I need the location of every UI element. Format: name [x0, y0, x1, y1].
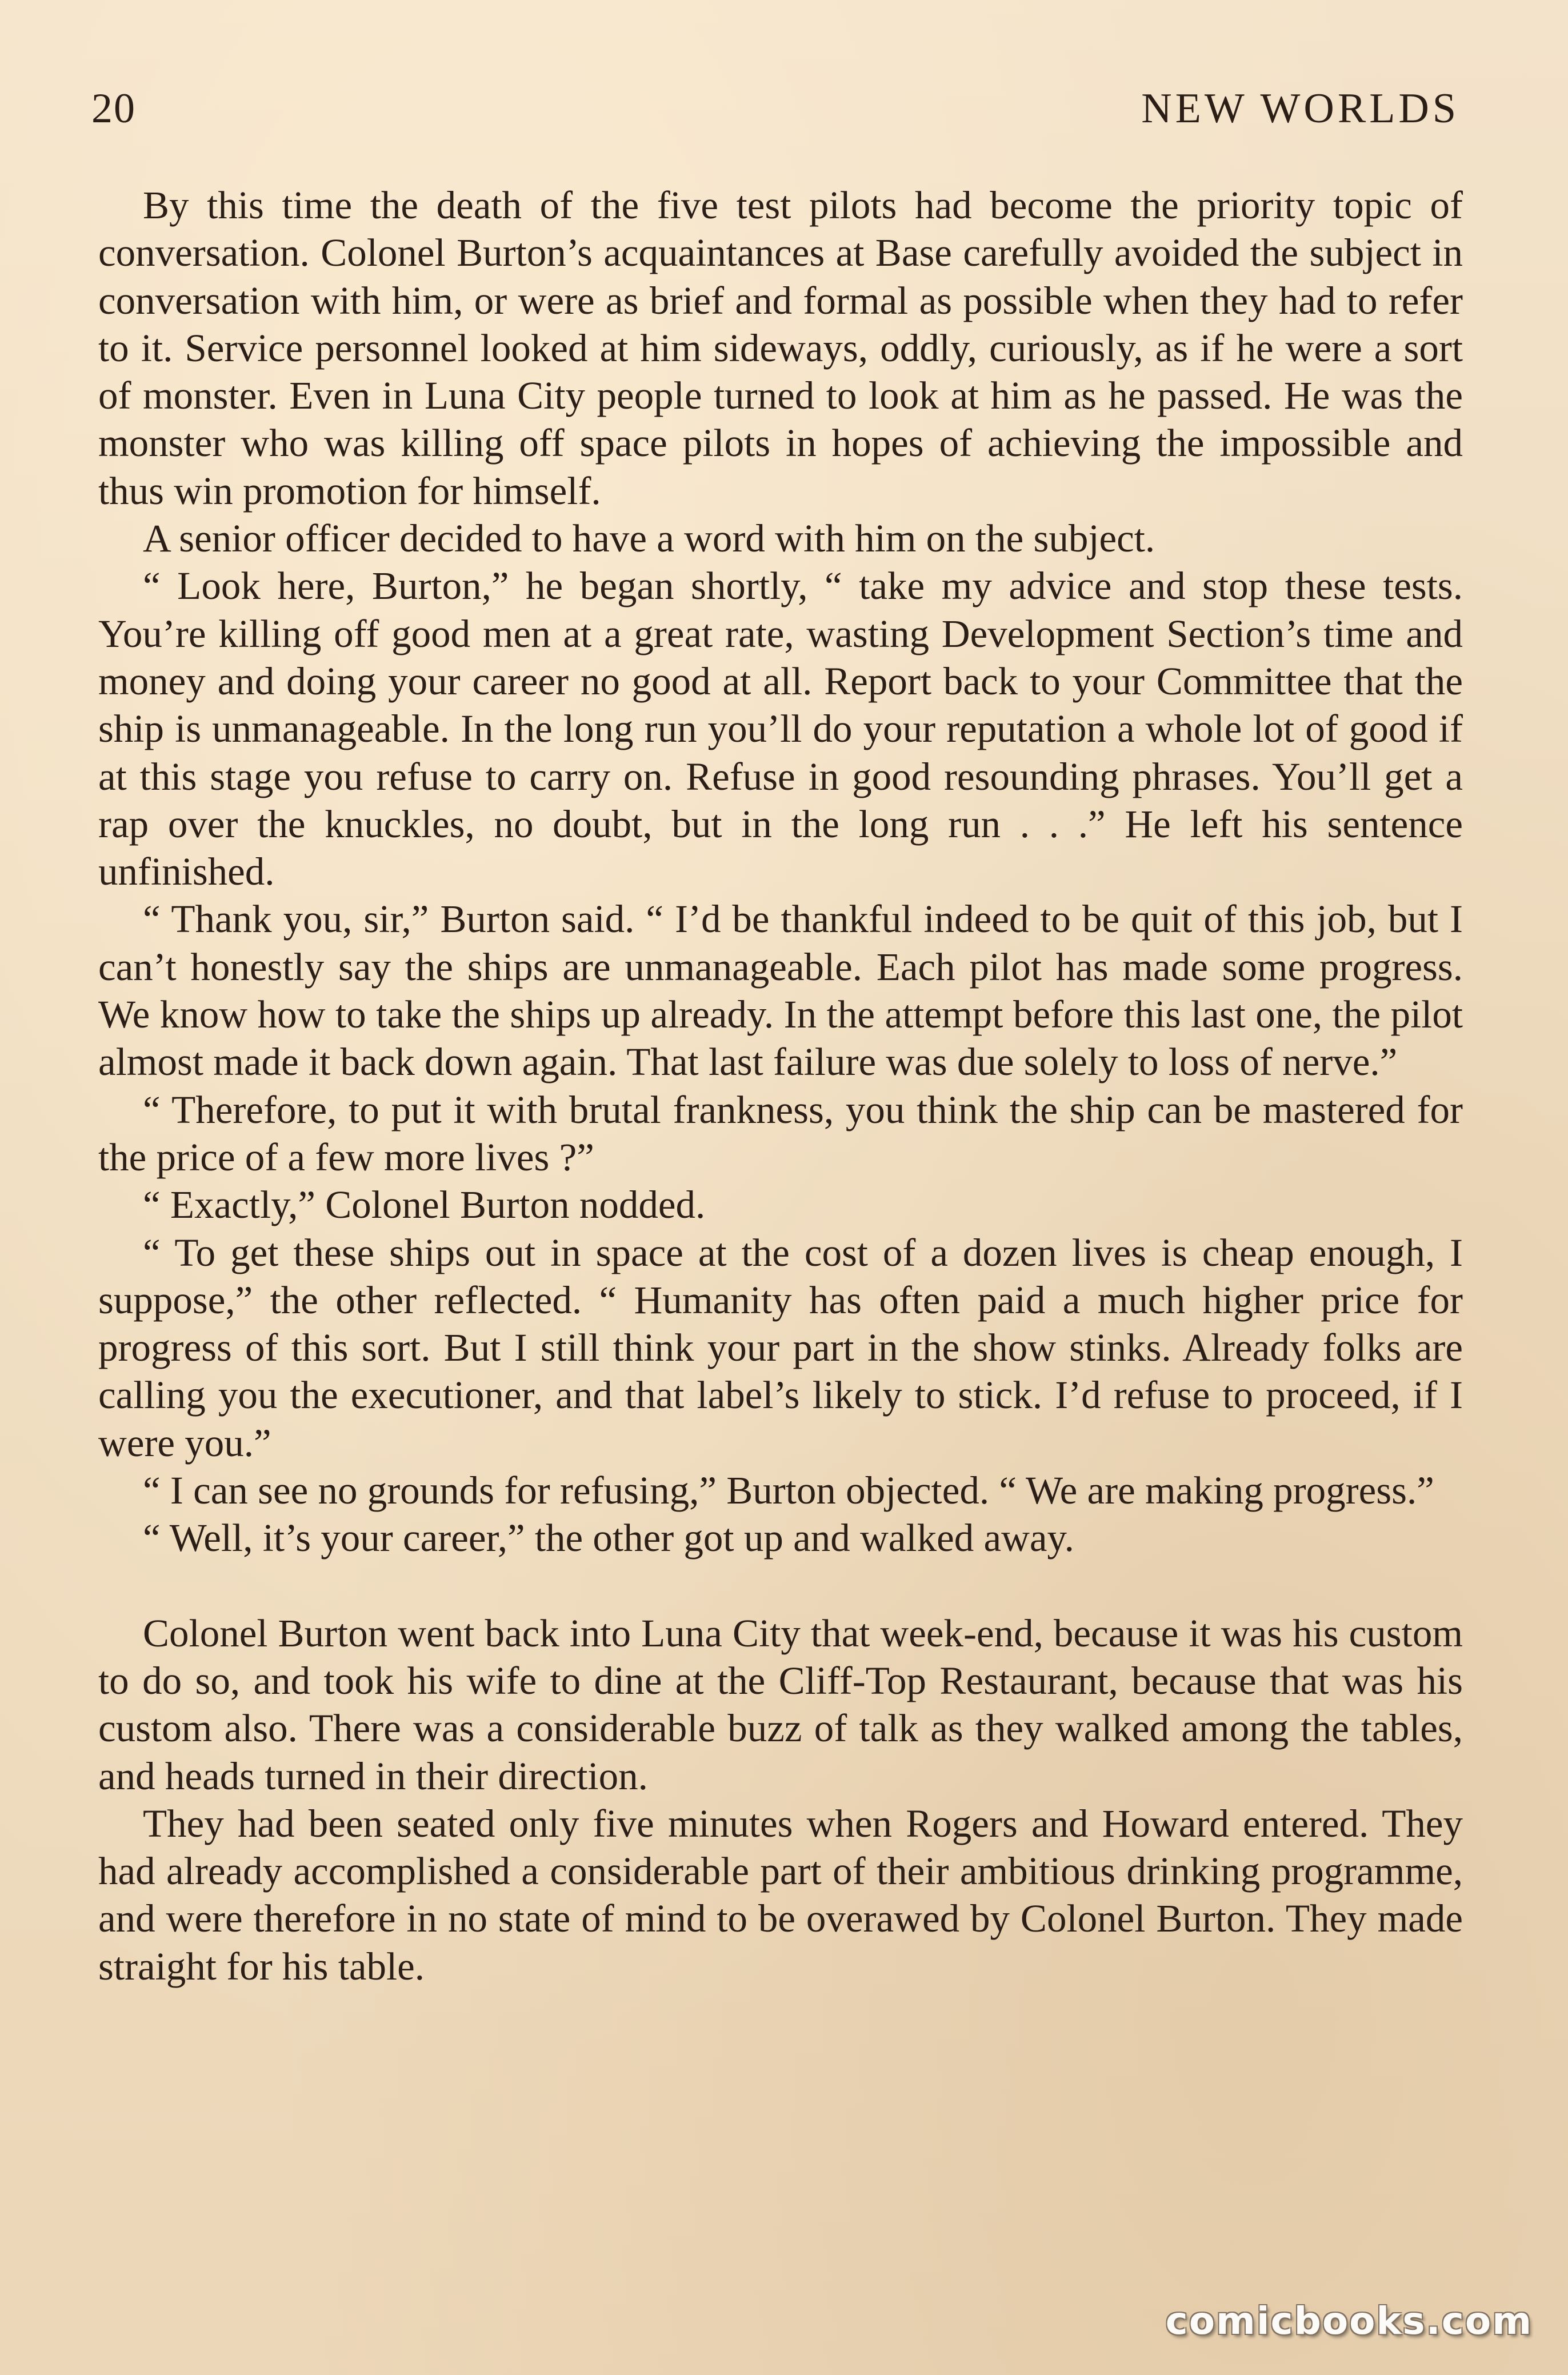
page-number: 20 — [91, 85, 136, 132]
paragraph: “ Exactly,” Colonel Burton nodded. — [143, 1183, 706, 1227]
paragraph: “ Look here, Burton,” he began shortly, “ take my advice and stop these tests. You’re killing off good men at a great rate, wasting Development Section’s time and money and doing your career no good at all. Report back to your Committee that the ship is unmanageable. In the long run you’ll do your reputation a whole lot of good if at this stage you refuse to carry on. Refuse in good resounding phrases. You’ll get a rap over the knuckles, no doubt, but in the long run . . .” He left his sentence unfinished. — [98, 564, 1463, 894]
paragraph: A senior officer decided to have a word with him on the subject. — [143, 517, 1155, 561]
paragraph: “ Well, it’s your career,” the other got up and walked away. — [143, 1516, 1074, 1560]
paragraph: By this time the death of the five test pilots had become the priority topic of conversation. Colonel Burton’s acquaintances at Base carefully avoided the subject in conversation with him, or were as brief and formal as possible when they had to refer to it. Service personnel looked at him sideways, oddly, curiously, as if he were a sort of monster. Even in Luna City people turned to look at him as he passed. He was the monster who was killing off space pilots in hopes of achieving the impossible and thus win promotion for himself. — [98, 183, 1463, 513]
paragraph: They had been seated only five minutes when Rogers and Howard entered. They had already accomplished a considerable part of their ambitious drinking programme, and were therefore in no state of mind to be overawed by Colonel Burton. They made straight for his table. — [98, 1801, 1463, 1988]
paragraph: “ Thank you, sir,” Burton said. “ I’d be thankful indeed to be quit of this job, but I can’t honestly say the ships are unmanageable. Each pilot has made some progress. We know how to take the ships up already. In the attempt before this last one, the pilot almost made it back down again. That last failure was due solely to loss of nerve.” — [98, 897, 1463, 1084]
paragraph: “ I can see no grounds for refusing,” Burton objected. “ We are making progress.” — [143, 1469, 1434, 1513]
paragraph: Colonel Burton went back into Luna City that week-end, because it was his custom to do so, and took his wife to dine at the Cliff-Top Restaurant, because that was his custom also. There was a considerable buzz of talk as they walked among the tables, and heads turned in their direction. — [98, 1611, 1463, 1798]
running-head — [91, 85, 1459, 147]
paragraph: “ To get these ships out in space at the cost of a dozen lives is cheap enough, I suppose,” the other reflected. “ Humanity has often paid a much higher price for progress of this sort. But I still think your part in the show stinks. Already folks are calling you the executioner, and that label’s likely to stick. I’d refuse to proceed, if I were you.” — [98, 1230, 1463, 1465]
journal-title: NEW WORLDS — [1141, 85, 1459, 132]
site-watermark: comicbooks.com — [1165, 2299, 1533, 2343]
paragraph: “ Therefore, to put it with brutal frankness, you think the ship can be mastered for the price of a few more lives ?” — [98, 1087, 1463, 1179]
story-text — [98, 182, 1463, 1990]
